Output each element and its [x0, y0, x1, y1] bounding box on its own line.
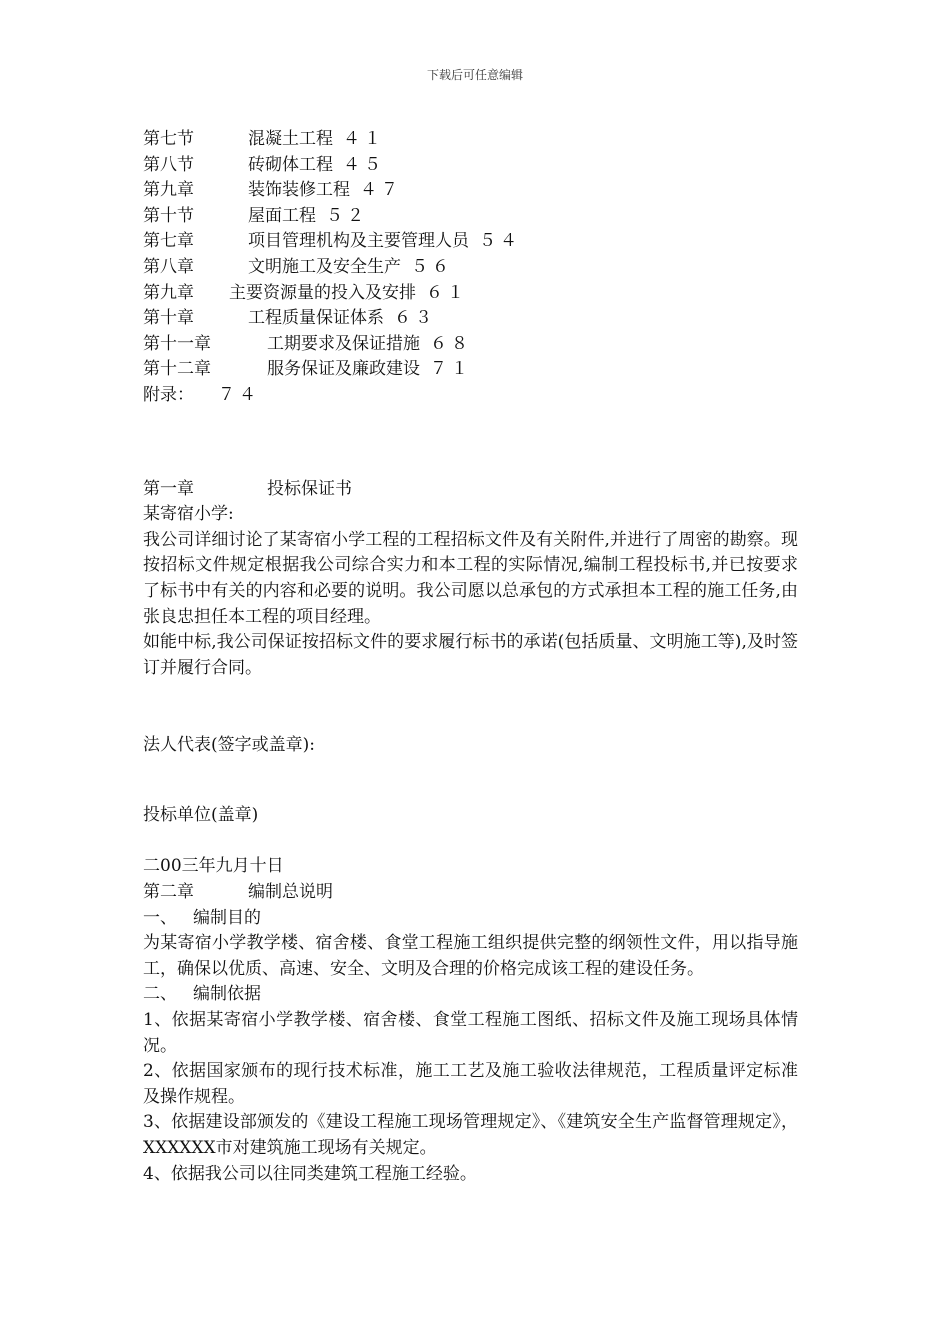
toc-item-label: 第七节: [143, 129, 194, 149]
salutation: 某寄宿小学:: [143, 504, 234, 525]
toc-item-page: ６１: [426, 282, 468, 303]
section-number: 一、: [143, 907, 177, 928]
section-number: 二、: [143, 984, 177, 1005]
paragraph: 如能中标,我公司保证按招标文件的要求履行标书的承诺(包括质量、文明施工等),及时签订并履行合同。: [143, 632, 798, 678]
date-line: 二00三年九月十日: [143, 856, 284, 877]
list-item: 2、依据国家颁布的现行技术标准，施工工艺及施工验收法律规范，工程质量评定标准及操作规程。: [143, 1061, 798, 1107]
toc-item-title: 工程质量保证体系: [248, 308, 384, 329]
toc-item-title: 砖砌体工程: [248, 154, 333, 175]
legal-representative-line: 法人代表(签字或盖章):: [143, 735, 315, 756]
toc-item: [143, 281, 798, 307]
chapter-2: [143, 880, 798, 1187]
list-item: 4、依据我公司以往同类建筑工程施工经验。: [143, 1163, 477, 1184]
section-heading: [143, 906, 798, 932]
toc-item-page: ４１: [343, 129, 385, 149]
toc-item: [143, 255, 798, 281]
toc-item-page: ６３: [394, 308, 436, 329]
toc-item-page: ４５: [343, 154, 385, 175]
toc-item: [143, 127, 798, 153]
toc-item-page: ５６: [411, 256, 453, 277]
bidder-line: 投标单位(盖章): [143, 804, 259, 825]
list-item: 3、依据建设部颁发的《建设工程施工现场管理规定》、《建筑安全生产监督管理规定》，XXXXXX市对建筑施工现场有关规定。: [143, 1112, 798, 1158]
page-header-note: 下载后可任意编辑: [426, 68, 523, 82]
toc-appendix: [143, 383, 798, 409]
toc-item-title: 主要资源量的投入及安排: [229, 282, 416, 303]
toc-item-label: 第十节: [143, 205, 194, 226]
toc-item-title: 服务保证及廉政建设: [267, 359, 420, 380]
chapter-heading: [143, 477, 798, 503]
toc-item-page: ６８: [430, 333, 472, 354]
toc-item: [143, 153, 798, 179]
section-title: 编制依据: [193, 984, 261, 1005]
toc-item-title: 装饰装修工程: [248, 180, 350, 201]
chapter-label: 第二章: [143, 882, 194, 903]
toc-appendix-label: 附录：: [143, 384, 194, 405]
toc-appendix-page: ７４: [218, 384, 260, 405]
toc-item-label: 第七章: [143, 231, 194, 252]
section-heading: [143, 982, 798, 1008]
toc-item-label: 第八节: [143, 154, 194, 175]
toc-item-label: 第十一章: [143, 333, 211, 354]
toc-item-page: ７１: [430, 359, 472, 380]
toc-item-title: 混凝土工程: [248, 129, 333, 149]
toc-item-title: 工期要求及保证措施: [267, 333, 420, 354]
toc-item-title: 屋面工程: [248, 205, 316, 226]
toc-item: [143, 332, 798, 358]
toc-item-page: ５４: [479, 231, 521, 252]
toc-item-label: 第八章: [143, 256, 194, 277]
paragraph: 我公司详细讨论了某寄宿小学工程的工程招标文件及有关附件,并进行了周密的勘察。现按招标文件规定根据我公司综合实力和本工程的实际情况,编制工程投标书,并已按要求了标书中有关的内容和必要的说明。我公司愿以总承包的方式承担本工程的施工任务,由张良忠担任本工程的项目经理。: [143, 529, 798, 627]
spacer: [143, 409, 798, 477]
section-title: 编制目的: [193, 907, 261, 928]
document-body: [143, 127, 798, 1187]
toc-item-title: 项目管理机构及主要管理人员: [248, 231, 469, 252]
toc-item: [143, 229, 798, 255]
toc-item: [143, 178, 798, 204]
toc-item-page: ４７: [360, 180, 402, 201]
toc-item-label: 第九章: [143, 180, 194, 201]
toc-item: [143, 204, 798, 230]
toc-item-label: 第十章: [143, 308, 194, 329]
spacer: [143, 681, 798, 733]
list-item: 1、依据某寄宿小学教学楼、宿舍楼、食堂工程施工图纸、招标文件及施工现场具体情况。: [143, 1010, 798, 1056]
chapter-label: 第一章: [143, 478, 194, 499]
paragraph: 为某寄宿小学教学楼、宿舍楼、食堂工程施工组织提供完整的纲领性文件，用以指导施工，确保以优质、高速、安全、文明及合理的价格完成该工程的建设任务。: [143, 933, 798, 979]
chapter-1: [143, 477, 798, 881]
spacer: [143, 828, 798, 854]
chapter-title: 编制总说明: [248, 882, 333, 903]
toc-item-title: 文明施工及安全生产: [248, 256, 401, 277]
toc-item: [143, 306, 798, 332]
spacer: [143, 759, 798, 803]
chapter-heading: [143, 880, 798, 906]
toc-item-page: ５２: [326, 205, 368, 226]
chapter-title: 投标保证书: [267, 478, 352, 499]
toc-item-label: 第九章: [143, 282, 194, 303]
toc-item: [143, 357, 798, 383]
toc-item-label: 第十二章: [143, 359, 211, 380]
table-of-contents: [143, 127, 798, 409]
